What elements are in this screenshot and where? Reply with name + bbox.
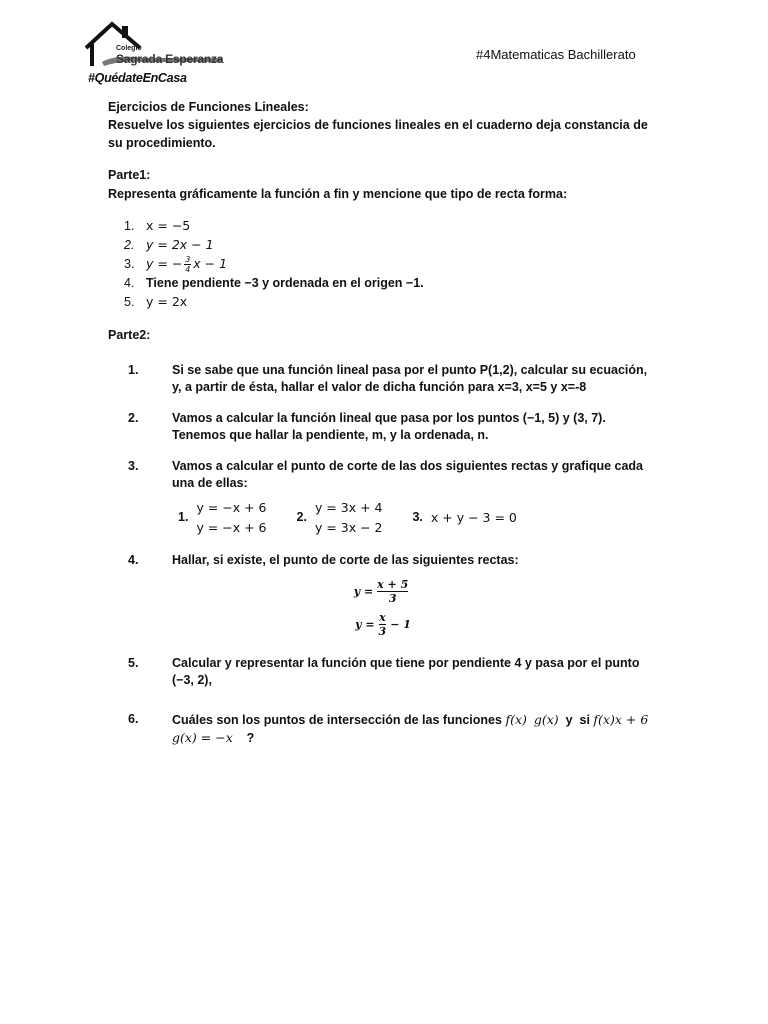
system-2: 2. y = 3x + 4 y = 3x − 2: [296, 499, 383, 535]
parte1-instruction: Representa gráficamente la función a fin y mencione que tipo de recta forma:: [108, 186, 568, 201]
system-1: 1. y = −x + 6 y = −x + 6: [178, 499, 267, 535]
intro-text: Resuelve los siguientes ejercicios de funciones lineales en el cuaderno deja constancia de su procedimiento.: [108, 118, 648, 151]
parte2-item-5: 5. Calcular y representar la función que tiene por pendiente 4 y pasa por el punto (−3, 2),: [128, 655, 640, 687]
logo-small-text: Colegio: [116, 45, 142, 52]
parte1-title: Parte1:: [108, 168, 151, 183]
parte1-item-2: 2. y = 2x − 1: [124, 237, 214, 253]
parte1-item-5: 5. y = 2x: [124, 294, 188, 310]
fraction: $\frac{3}{4}$: [185, 254, 191, 274]
logo-school-name: Sagrada Esperanza: [116, 52, 224, 66]
parte1-list: [108, 217, 658, 312]
equation-4a: y = x + 5 3: [353, 577, 409, 605]
worksheet-content: [108, 98, 658, 761]
parte1-item-4: 4. Tiene pendiente −3 y ordenada en el origen −1.: [124, 276, 424, 291]
parte2-item-1: 1. Si se sabe que una función lineal pasa por el punto P(1,2), calcular su ecuación, y, a partir de ésta, hallar el valor de dicha función para x=3, x=5 y x=-8: [128, 362, 648, 394]
parte2-title: Parte2:: [108, 327, 151, 342]
parte1-item-3: 3. y = − $\frac{3}{4}$ x − 1: [124, 254, 228, 274]
parte2-item-2: 2. Vamos a calcular la función lineal que pasa por los puntos (−1, 5) y (3, 7). Tenemos que hallar la pendiente, m, y la ordenada, n.: [128, 410, 606, 442]
parte2-section: [108, 326, 658, 747]
parte2-item-4: 4. Hallar, si existe, el punto de corte de las siguientes rectas: y = x + 5 3 y = x 3 − 1: [108, 552, 658, 641]
fraction-equations: [108, 575, 658, 641]
parte2-item-3: 3. Vamos a calcular el punto de corte de las dos siguientes rectas y grafique cada una de ellas: 1. y = −x + 6 y = −x + 6 2. y = 3x + 4 y = 3x − 2 3. x + y − 3 = 0: [108, 458, 658, 538]
intro-title: Ejercicios de Funciones Lineales:: [108, 100, 309, 114]
parte2-list: [108, 362, 658, 747]
school-logo: [82, 18, 232, 90]
intro-section: [108, 98, 658, 152]
parte1-section: [108, 166, 658, 311]
equation-systems: [178, 498, 658, 538]
equation-4b: y = x 3 − 1: [355, 610, 411, 638]
logo-hashtag: #QuédateEnCasa: [88, 71, 187, 85]
system-3: 3. x + y − 3 = 0: [412, 509, 517, 525]
parte2-item-6: 6. Cuáles son los puntos de intersección de las funciones f(x) g(x) y si f(x)x + 6 g(x) = −x ?: [128, 711, 649, 745]
document-header-title: #4Matematicas Bachillerato: [476, 47, 636, 62]
parte1-item-1: 1. x = −5: [124, 218, 191, 234]
